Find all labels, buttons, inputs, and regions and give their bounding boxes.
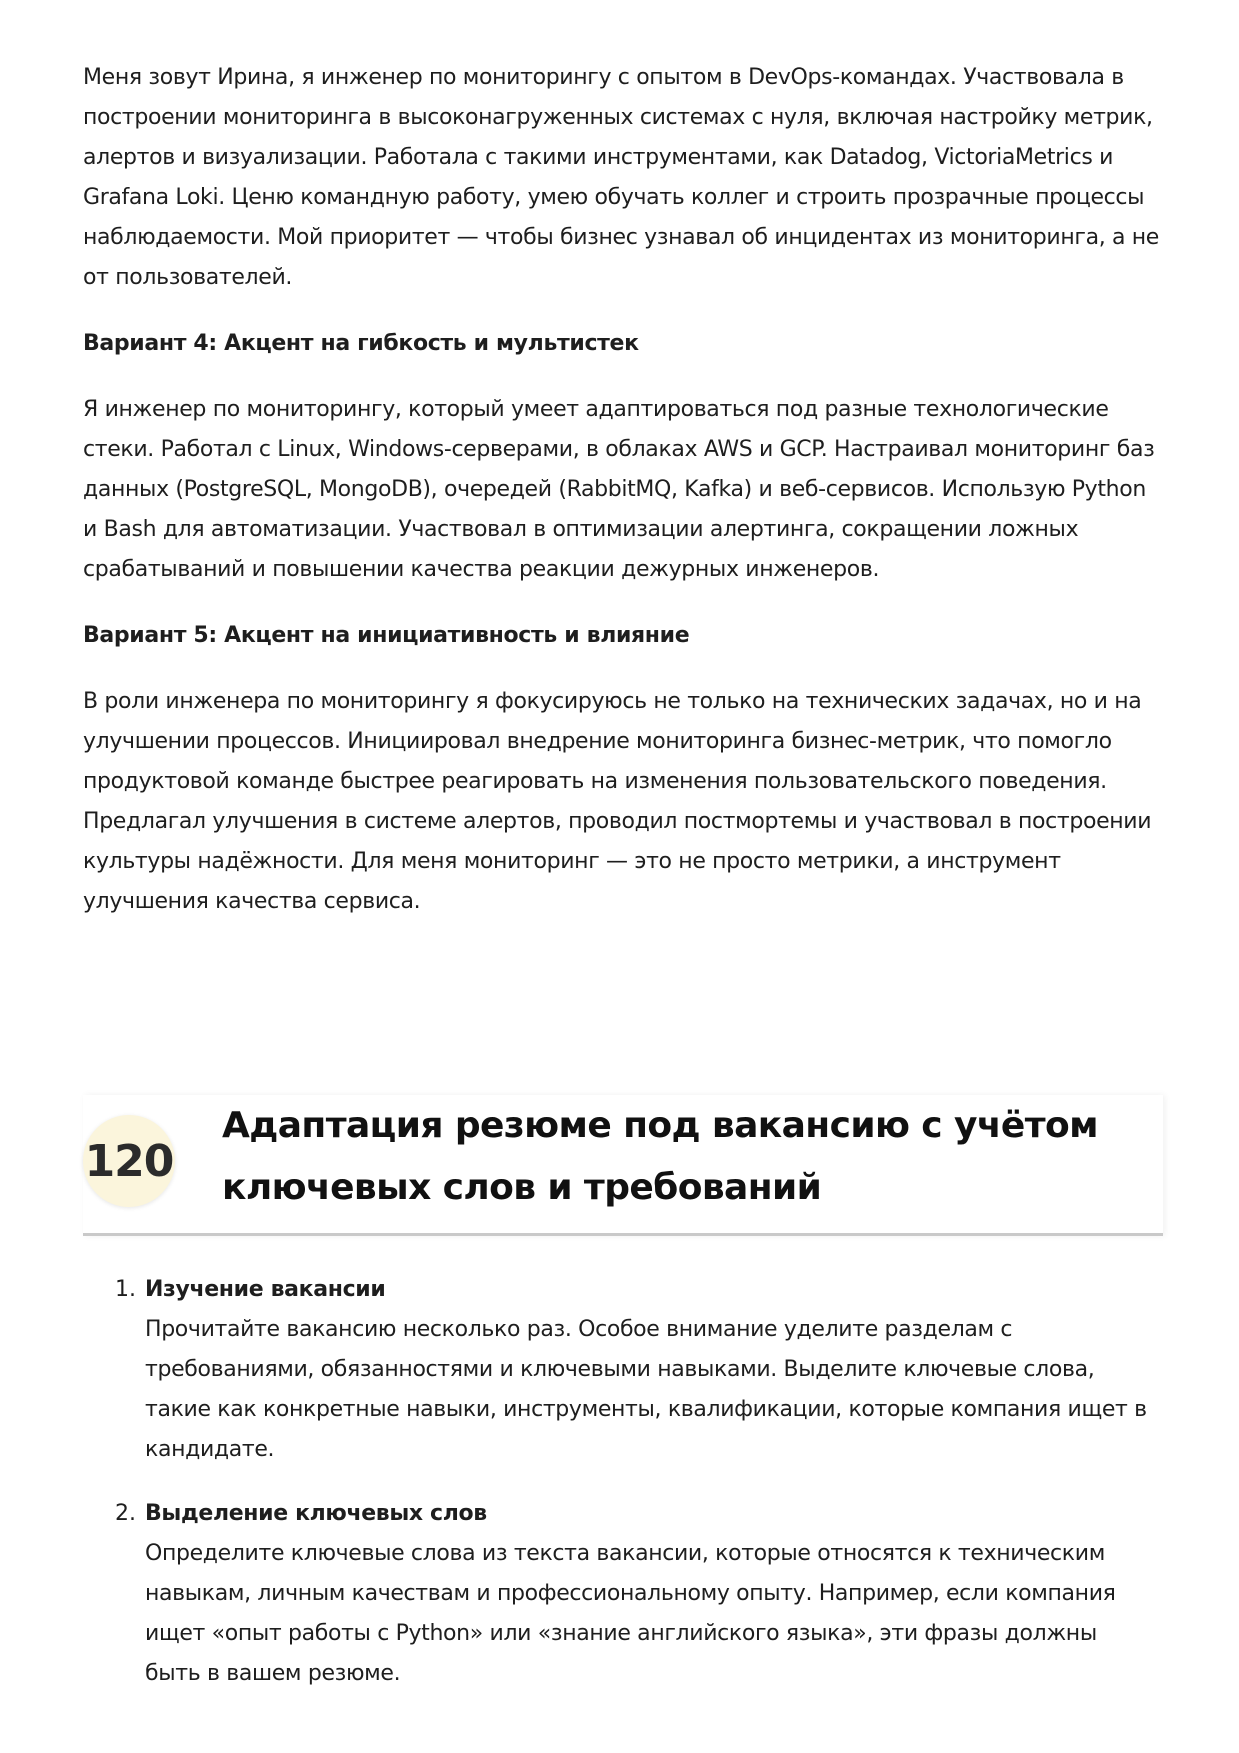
step-text: Прочитайте вакансию несколько раз. Особое внимание уделите разделам с требованиями, обязанностями и ключевыми навыками. Выделите ключевые слова, такие как конкретные навыки, инструменты, квалификации, которые компания ищет в кандидате. — [145, 1317, 1147, 1462]
step-number: 1. — [115, 1277, 136, 1302]
step-title: Выделение ключевых слов — [145, 1501, 487, 1526]
list-item — [115, 1270, 1155, 1470]
list-item — [115, 1494, 1155, 1694]
step-number: 2. — [115, 1501, 136, 1526]
variant-4-paragraph: Я инженер по мониторингу, который умеет адаптироваться под разные технологические стеки. Работал с Linux, Windows-серверами, в облаках AWS и GCP. Настраивал мониторинг баз данных (PostgreSQL, MongoDB), очередей (RabbitMQ, Kafka) и веб-сервисов. Использую Python и Bash для автоматизации. Участвовал в оптимизации алертинга, сокращении ложных срабатываний и повышении качества реакции дежурных инженеров. — [83, 397, 1155, 582]
document-body — [83, 58, 1163, 922]
step-text: Определите ключевые слова из текста вакансии, которые относятся к техническим навыкам, личным качествам и профессиональному опыту. Например, если компания ищет «опыт работы с Python» или «знание английского языка», эти фразы должны быть в вашем резюме. — [145, 1541, 1116, 1686]
steps-list — [115, 1270, 1155, 1718]
intro-paragraph: Меня зовут Ирина, я инженер по мониторингу с опытом в DevOps-командах. Участвовала в построении мониторинга в высоконагруженных системах с нуля, включая настройку метрик, алертов и визуализации. Работала с такими инструментами, как Datadog, VictoriaMetrics и Grafana Loki. Ценю командную работу, умею обучать коллег и строить прозрачные процессы наблюдаемости. Мой приоритет — чтобы бизнес узнавал об инцидентах из мониторинга, а не от пользователей. — [83, 65, 1159, 290]
chapter-number-badge: 120 — [83, 1115, 175, 1207]
variant-5-paragraph: В роли инженера по мониторингу я фокусируюсь не только на технических задачах, но и на улучшении процессов. Инициировал внедрение мониторинга бизнес-метрик, что помогло продуктовой команде быстрее реагировать на изменения пользовательского поведения. Предлагал улучшения в системе алертов, проводил постмортемы и участвовал в построении культуры надёжности. Для меня мониторинг — это не просто метрики, а инструмент улучшения качества сервиса. — [83, 689, 1152, 914]
variant-4-heading: Вариант 4: Акцент на гибкость и мультистек — [83, 331, 639, 356]
variant-5-heading: Вариант 5: Акцент на инициативность и влияние — [83, 623, 690, 648]
step-title: Изучение вакансии — [145, 1277, 386, 1302]
chapter-title: Адаптация резюме под вакансию с учётом ключевых слов и требований — [222, 1105, 1098, 1208]
chapter-header — [83, 1095, 1163, 1236]
